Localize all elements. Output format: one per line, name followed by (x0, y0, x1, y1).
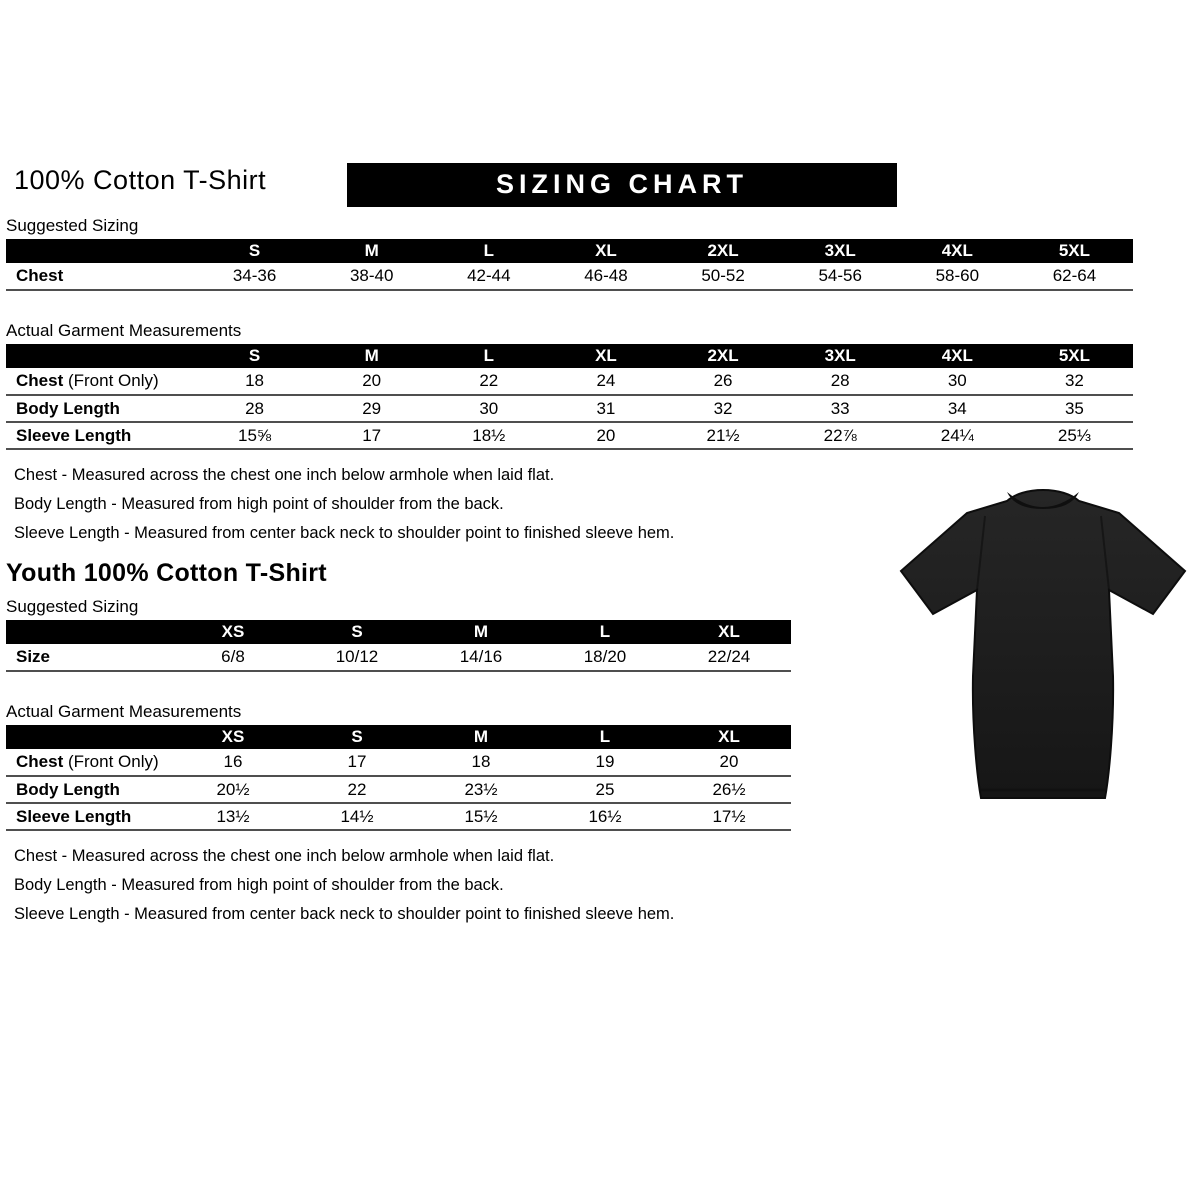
value-cell: 16 (171, 749, 295, 776)
value-cell: 22⅞ (782, 422, 899, 449)
value-cell: 15⅝ (196, 422, 313, 449)
value-cell: 10/12 (295, 644, 419, 671)
value-cell: 62-64 (1016, 263, 1133, 290)
size-header-cell: XL (547, 344, 664, 368)
row-label: Body Length (6, 395, 196, 422)
value-cell: 20 (313, 368, 430, 395)
table-row (6, 395, 1133, 422)
value-cell: 46-48 (547, 263, 664, 290)
size-header-row (6, 725, 791, 749)
size-header-cell: M (419, 725, 543, 749)
value-cell: 15½ (419, 803, 543, 830)
size-header-cell: XS (171, 620, 295, 644)
youth-suggested-sizing-label: Suggested Sizing (6, 597, 139, 616)
value-cell: 21½ (665, 422, 782, 449)
header-row (0, 0, 1200, 207)
size-header-cell: XL (667, 725, 791, 749)
value-cell: 20 (667, 749, 791, 776)
size-header-cell: XL (547, 239, 664, 263)
value-cell: 28 (782, 368, 899, 395)
value-cell: 34 (899, 395, 1016, 422)
row-label: Sleeve Length (6, 803, 171, 830)
size-header-cell: L (543, 620, 667, 644)
value-cell: 42-44 (430, 263, 547, 290)
value-cell: 31 (547, 395, 664, 422)
value-cell: 30 (430, 395, 547, 422)
value-cell: 19 (543, 749, 667, 776)
value-cell: 20 (547, 422, 664, 449)
black-tshirt-image (893, 476, 1193, 821)
row-label: Sleeve Length (6, 422, 196, 449)
value-cell: 14/16 (419, 644, 543, 671)
value-cell: 18½ (430, 422, 547, 449)
value-cell: 13½ (171, 803, 295, 830)
value-cell: 30 (899, 368, 1016, 395)
size-header-cell: 3XL (782, 344, 899, 368)
size-header-cell: 5XL (1016, 344, 1133, 368)
value-cell: 54-56 (782, 263, 899, 290)
tshirt-graphic (893, 476, 1193, 821)
table-row (6, 644, 791, 671)
value-cell: 58-60 (899, 263, 1016, 290)
value-cell: 29 (313, 395, 430, 422)
size-header-row (6, 344, 1133, 368)
size-header-cell: XS (171, 725, 295, 749)
row-label: Size (6, 644, 171, 671)
value-cell: 32 (1016, 368, 1133, 395)
size-header-cell: L (430, 239, 547, 263)
adult-actual-measurements-label: Actual Garment Measurements (6, 321, 242, 340)
value-cell: 26 (665, 368, 782, 395)
note-chest: Chest - Measured across the chest one inch below armhole when laid flat. (14, 847, 555, 865)
size-header-cell (6, 239, 196, 263)
size-header-cell: S (295, 620, 419, 644)
size-header-cell (6, 344, 196, 368)
value-cell: 17½ (667, 803, 791, 830)
value-cell: 25 (543, 776, 667, 803)
note-body-length: Body Length - Measured from high point of shoulder from the back. (14, 876, 504, 894)
row-label: Chest (Front Only) (6, 368, 196, 395)
table-row (6, 749, 791, 776)
value-cell: 16½ (543, 803, 667, 830)
value-cell: 23½ (419, 776, 543, 803)
value-cell: 18/20 (543, 644, 667, 671)
adult-actual-measurements-table (6, 344, 1133, 450)
value-cell: 17 (295, 749, 419, 776)
size-header-cell: L (430, 344, 547, 368)
size-header-cell: M (313, 344, 430, 368)
note-body-length: Body Length - Measured from high point of shoulder from the back. (14, 495, 504, 513)
value-cell: 26½ (667, 776, 791, 803)
youth-actual-measurements-label: Actual Garment Measurements (6, 702, 242, 721)
size-header-cell (6, 620, 171, 644)
size-header-cell: 2XL (665, 239, 782, 263)
value-cell: 33 (782, 395, 899, 422)
table-row (6, 776, 791, 803)
youth-measurement-notes (14, 847, 1200, 924)
youth-actual-measurements-table (6, 725, 791, 831)
value-cell: 25⅓ (1016, 422, 1133, 449)
value-cell: 17 (313, 422, 430, 449)
table-row (6, 803, 791, 830)
value-cell: 34-36 (196, 263, 313, 290)
value-cell: 28 (196, 395, 313, 422)
youth-page-title: Youth 100% Cotton T-Shirt (6, 559, 327, 587)
size-header-cell: 4XL (899, 344, 1016, 368)
row-label: Chest (6, 263, 196, 290)
value-cell: 18 (196, 368, 313, 395)
size-header-row (6, 239, 1133, 263)
size-header-cell: XL (667, 620, 791, 644)
size-header-cell: M (313, 239, 430, 263)
value-cell: 50-52 (665, 263, 782, 290)
value-cell: 22 (430, 368, 547, 395)
note-sleeve-length: Sleeve Length - Measured from center back neck to shoulder point to finished sleeve hem. (14, 524, 675, 542)
size-header-cell: S (196, 239, 313, 263)
note-sleeve-length: Sleeve Length - Measured from center back neck to shoulder point to finished sleeve hem. (14, 905, 675, 923)
note-chest: Chest - Measured across the chest one inch below armhole when laid flat. (14, 466, 555, 484)
size-header-row (6, 620, 791, 644)
adult-suggested-sizing-table (6, 239, 1133, 291)
value-cell: 32 (665, 395, 782, 422)
youth-suggested-sizing-table (6, 620, 791, 672)
table-row (6, 422, 1133, 449)
value-cell: 35 (1016, 395, 1133, 422)
size-header-cell: M (419, 620, 543, 644)
table-row (6, 263, 1133, 290)
size-header-cell (6, 725, 171, 749)
value-cell: 14½ (295, 803, 419, 830)
size-header-cell: 5XL (1016, 239, 1133, 263)
value-cell: 18 (419, 749, 543, 776)
row-label: Chest (Front Only) (6, 749, 171, 776)
value-cell: 24 (547, 368, 664, 395)
value-cell: 20½ (171, 776, 295, 803)
adult-suggested-sizing-label: Suggested Sizing (6, 216, 139, 235)
sizing-chart-banner: SIZING CHART (347, 163, 897, 207)
page-title: 100% Cotton T-Shirt (14, 165, 267, 195)
size-header-cell: 2XL (665, 344, 782, 368)
value-cell: 22 (295, 776, 419, 803)
size-header-cell: 4XL (899, 239, 1016, 263)
value-cell: 38-40 (313, 263, 430, 290)
size-header-cell: L (543, 725, 667, 749)
value-cell: 6/8 (171, 644, 295, 671)
size-header-cell: S (295, 725, 419, 749)
size-header-cell: S (196, 344, 313, 368)
row-label: Body Length (6, 776, 171, 803)
size-header-cell: 3XL (782, 239, 899, 263)
value-cell: 22/24 (667, 644, 791, 671)
table-row (6, 368, 1133, 395)
value-cell: 24¼ (899, 422, 1016, 449)
